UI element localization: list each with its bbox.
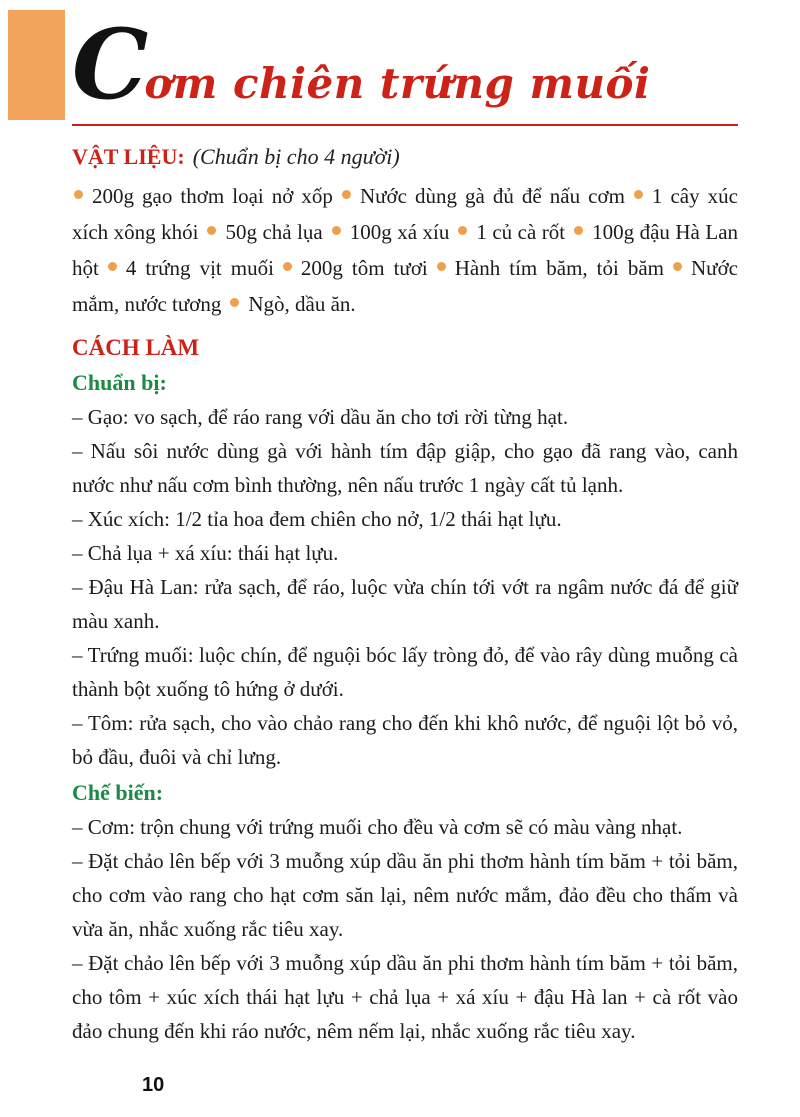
bullet-icon	[673, 262, 682, 271]
method-subheading: Chế biến:	[72, 780, 164, 805]
title-underline	[72, 124, 738, 126]
method-step: – Xúc xích: 1/2 tỉa hoa đem chiên cho nở, 1/2 thái hạt lựu.	[72, 507, 562, 531]
ingredient-item: 100g đậu Hà Lan hột	[72, 220, 739, 280]
ingredients-label: VẬT LIỆU:	[72, 144, 185, 169]
bullet-icon	[332, 226, 341, 235]
ingredient-item: 200g tôm tươi	[300, 256, 428, 280]
method-step: – Gạo: vo sạch, để ráo rang với dầu ăn cho tơi rời từng hạt.	[72, 405, 569, 429]
ingredient-item: 200g gạo thơm loại nở xốp	[92, 184, 333, 208]
ingredient-item: 1 củ cà rốt	[476, 220, 566, 244]
bullet-icon	[74, 190, 83, 199]
ingredient-item: 50g chả lụa	[225, 220, 323, 244]
page-content	[72, 8, 739, 1096]
method-subheading: Chuẩn bị:	[72, 370, 167, 395]
bullet-icon	[283, 262, 292, 271]
ingredient-item: 1 cây xúc xích xông khói	[72, 184, 738, 244]
ingredient-item: Nước dùng gà đủ để nấu cơm	[359, 184, 625, 208]
bullet-icon	[574, 226, 583, 235]
ingredients-list	[72, 178, 738, 322]
title-dropcap: C	[72, 8, 149, 121]
ingredient-item: Nước mắm, nước tương	[72, 256, 738, 316]
bullet-icon	[230, 298, 239, 307]
method-step: – Nấu sôi nước dùng gà với hành tím đập giập, cho gạo đã rang vào, canh nước như nấu cơm bình thường, nên nấu trước 1 ngày cất tủ lạnh.	[72, 439, 738, 497]
method-heading: CÁCH LÀM	[72, 335, 200, 360]
method-sections	[72, 366, 738, 1048]
title-text: ơm chiên trứng muối	[144, 59, 651, 108]
bullet-icon	[634, 190, 643, 199]
ingredient-item: 100g xá xíu	[349, 220, 450, 244]
method-step: – Cơm: trộn chung với trứng muối cho đều và cơm sẽ có màu vàng nhạt.	[72, 815, 683, 839]
page-number: 10	[142, 1074, 165, 1096]
ingredient-item: Hành tím băm, tỏi băm	[454, 256, 665, 280]
method-step: – Trứng muối: luộc chín, để nguội bóc lấy tròng đỏ, để vào rây dùng muỗng cà thành bột xuống tô hứng ở dưới.	[72, 643, 738, 701]
ingredient-item: Ngò, dầu ăn.	[248, 292, 356, 316]
bullet-icon	[108, 262, 117, 271]
method-step: – Đặt chảo lên bếp với 3 muỗng xúp dầu ăn phi thơm hành tím băm + tỏi băm, cho cơm vào rang cho hạt cơm săn lại, nêm nước mắm, đảo đều cho thấm và vừa ăn, nhắc xuống rắc tiêu xay.	[72, 849, 738, 941]
corner-decoration	[8, 10, 65, 120]
method-step: – Tôm: rửa sạch, cho vào chảo rang cho đến khi khô nước, để nguội lột bỏ vỏ, bỏ đầu, đuôi và chỉ lưng.	[72, 711, 738, 769]
ingredient-item: 4 trứng vịt muối	[125, 256, 274, 280]
bullet-icon	[342, 190, 351, 199]
page-title	[72, 8, 738, 122]
method-step: – Đặt chảo lên bếp với 3 muỗng xúp dầu ăn phi thơm hành tím băm + tỏi băm, cho tôm + xúc xích thái hạt lựu + chả lụa + xá xíu + đậu Hà lan + cà rốt vào đảo chung đến khi ráo nước, nêm nếm lại, nhắc xuống rắc tiêu xay.	[72, 951, 738, 1043]
bullet-icon	[207, 226, 216, 235]
ingredients-note: (Chuẩn bị cho 4 người)	[192, 144, 400, 169]
bullet-icon	[458, 226, 467, 235]
method-step: – Chả lụa + xá xíu: thái hạt lựu.	[72, 541, 339, 565]
method-step: – Đậu Hà Lan: rửa sạch, để ráo, luộc vừa chín tới vớt ra ngâm nước đá để giữ màu xanh.	[72, 575, 738, 633]
bullet-icon	[437, 262, 446, 271]
ingredients-header	[72, 140, 738, 174]
